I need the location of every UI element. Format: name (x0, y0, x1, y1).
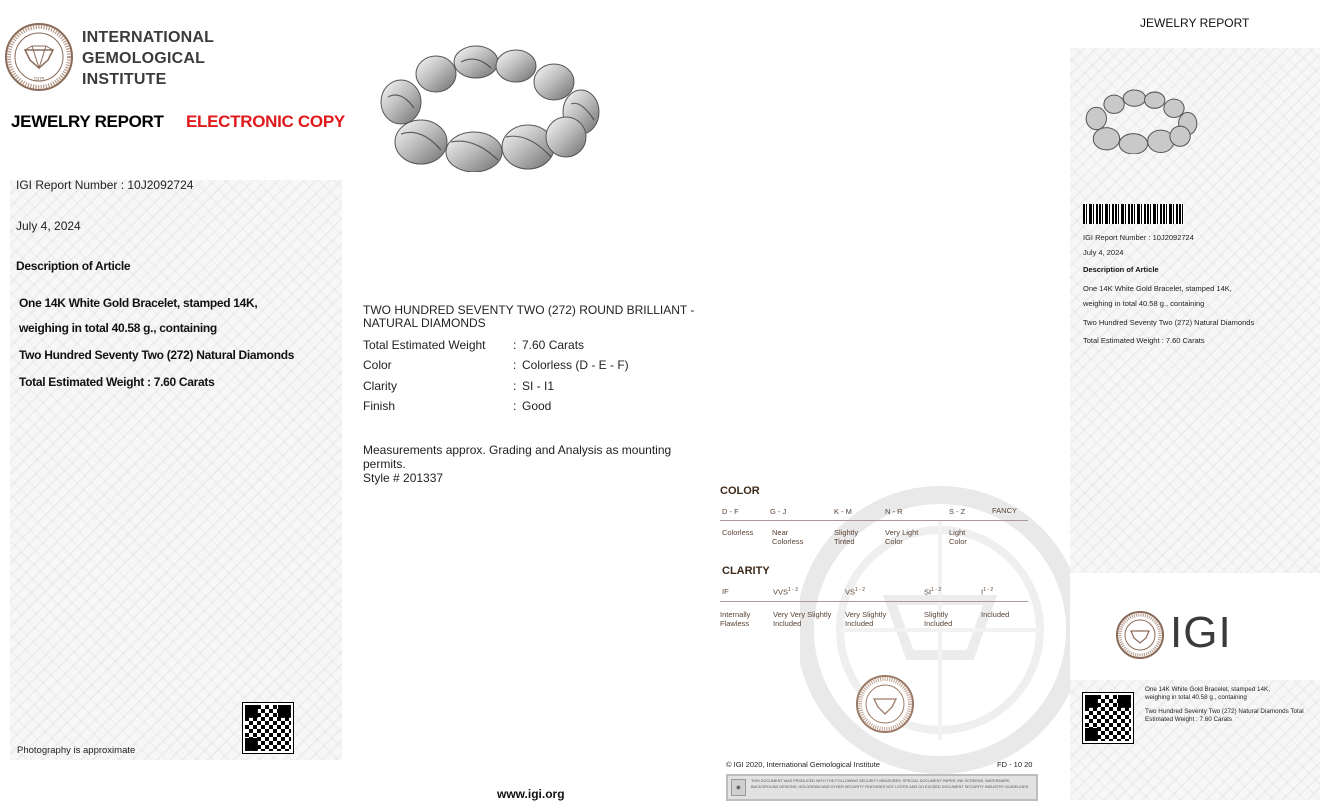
security-note: THIS DOCUMENT WAS PRODUCED WITH THE FOLLOWING SECURITY MEASURES: SPECIAL DOCUMENT PAPER, INK SCREENS, WATERMARK, BACKGROUND DESIGNS, HOLOGRAM AND OTHER SECURITY FEATURES NOT LISTED AND DO EXCEED DOCUMENT SECURITY INDUSTRY GUIDELINES. (751, 779, 1030, 789)
description-heading: Description of Article (16, 259, 131, 273)
igi-wordmark: IGI (1170, 608, 1232, 657)
row-separator: : (513, 358, 517, 372)
igi-stamp-seal (855, 674, 915, 734)
security-strip (726, 774, 1038, 801)
report-title: JEWELRY REPORT (11, 112, 164, 131)
stone-title-line-2: NATURAL DIAMONDS (363, 316, 486, 330)
clarity-grade-code (722, 587, 729, 596)
clarity-grade-sup: 1 - 2 (788, 587, 799, 593)
report-number: IGI Report Number : 10J2092724 (16, 178, 194, 192)
org-name-line1: INTERNATIONAL (82, 29, 215, 46)
right-report-title: JEWELRY REPORT (1140, 16, 1250, 30)
right-description-heading: Description of Article (1083, 265, 1159, 274)
right-report-date: July 4, 2024 (1083, 248, 1124, 257)
org-name-line2: GEMOLOGICAL (82, 50, 206, 67)
row-value: SI - I1 (522, 379, 555, 393)
igi-round-logo (1115, 610, 1165, 660)
color-grade-code: K - M (834, 507, 852, 516)
color-grade-desc: Slightly Tinted (834, 528, 859, 546)
color-grade-code: G - J (770, 507, 787, 516)
clarity-grade-code (773, 587, 798, 597)
clarity-grade-label: VS (845, 587, 856, 597)
color-grade-code: D - F (722, 507, 739, 516)
row-separator: : (513, 338, 517, 352)
report-barcode (1083, 204, 1184, 224)
clarity-grade-desc: Very Slightly Included (845, 610, 887, 628)
right-tiny-line-4: Estimated Weight : 7.60 Carats (1145, 716, 1233, 723)
row-separator: : (513, 379, 517, 393)
right-description-line-4: Total Estimated Weight : 7.60 Carats (1083, 336, 1205, 345)
row-label: Clarity (363, 379, 398, 393)
color-grade-desc: Light Color (949, 528, 967, 546)
measurements-line-2: permits. (363, 457, 406, 471)
org-name-line3: INSTITUTE (82, 71, 167, 88)
clarity-scale-title: CLARITY (722, 565, 770, 577)
clarity-grade-code (981, 587, 993, 597)
form-code: FD - 10 20 (997, 760, 1033, 769)
bracelet-thumbnail (1083, 88, 1201, 154)
seal-year: 1975 (33, 77, 45, 83)
right-tiny-line-2: weighing in total 40.58 g., containing (1145, 694, 1247, 701)
right-tiny-line-1: One 14K White Gold Bracelet, stamped 14K, (1145, 686, 1270, 693)
right-description-line-1: One 14K White Gold Bracelet, stamped 14K, (1083, 284, 1232, 293)
style-number: Style # 201337 (363, 471, 444, 485)
copyright-notice: © IGI 2020, International Gemological Institute (726, 760, 880, 769)
clarity-grade-sup: 1 - 2 (983, 587, 994, 593)
clarity-grade-label: I (981, 587, 984, 597)
color-grade-desc: Very Light Color (885, 528, 919, 546)
clarity-grade-label: SI (924, 587, 932, 597)
website-link[interactable]: www.igi.org (497, 787, 565, 801)
clarity-grade-label: VVS (773, 587, 789, 597)
description-line-2: weighing in total 40.58 g., containing (19, 321, 217, 335)
row-label: Color (363, 358, 392, 372)
clarity-grade-desc: Very Very Slightly Included (773, 610, 832, 628)
color-grade-desc: Colorless (722, 528, 754, 537)
lock-icon: ● (731, 779, 746, 796)
clarity-grade-code (845, 587, 865, 597)
row-finish (363, 399, 551, 413)
clarity-grade-label: IF (722, 587, 729, 596)
description-line-4: Total Estimated Weight : 7.60 Carats (19, 375, 215, 389)
description-line-1: One 14K White Gold Bracelet, stamped 14K, (19, 296, 258, 310)
report-date: July 4, 2024 (16, 219, 81, 233)
stone-title-line-1: TWO HUNDRED SEVENTY TWO (272) ROUND BRILLIANT - (363, 303, 695, 317)
row-value: 7.60 Carats (522, 338, 585, 352)
color-grade-code: FANCY (992, 506, 1018, 515)
seal-watermark (800, 480, 1070, 790)
color-grade-code: N - R (885, 507, 903, 516)
photography-note: Photography is approximate (17, 745, 136, 756)
row-label: Finish (363, 399, 396, 413)
clarity-grade-sup: 1 - 2 (855, 587, 866, 593)
clarity-grade-desc: Included (981, 610, 1010, 619)
color-grade-code: S - Z (949, 507, 966, 516)
clarity-grade-sup: 1 - 2 (931, 587, 942, 593)
clarity-grade-code (924, 587, 941, 597)
row-total-weight (363, 338, 584, 352)
clarity-grade-desc: Slightly Included (924, 610, 953, 628)
clarity-scale-divider (720, 601, 1028, 602)
right-qr-code[interactable] (1083, 693, 1133, 743)
color-grade-desc: Near Colorless (772, 528, 804, 546)
measurements-line-1: Measurements approx. Grading and Analysis as mounting (363, 443, 672, 457)
electronic-copy-label: ELECTRONIC COPY (186, 112, 345, 131)
color-scale-divider (720, 520, 1028, 521)
left-qr-code[interactable] (243, 703, 293, 753)
row-color (363, 358, 629, 372)
igi-seal-logo (4, 22, 74, 92)
row-value: Good (522, 399, 552, 413)
bracelet-photo (376, 42, 606, 172)
clarity-grade-desc: Internally Flawless (720, 610, 751, 628)
right-report-number: IGI Report Number : 10J2092724 (1083, 233, 1194, 242)
right-description-line-2: weighing in total 40.58 g., containing (1083, 299, 1205, 308)
right-description-line-3: Two Hundred Seventy Two (272) Natural Diamonds (1083, 318, 1255, 327)
row-value: Colorless (D - E - F) (522, 358, 629, 372)
right-tiny-line-3: Two Hundred Seventy Two (272) Natural Diamonds Total (1145, 708, 1304, 715)
row-clarity (363, 379, 554, 393)
row-separator: : (513, 399, 517, 413)
color-scale-title: COLOR (720, 485, 760, 497)
row-label: Total Estimated Weight (363, 338, 486, 352)
description-line-3: Two Hundred Seventy Two (272) Natural Diamonds (19, 348, 295, 362)
